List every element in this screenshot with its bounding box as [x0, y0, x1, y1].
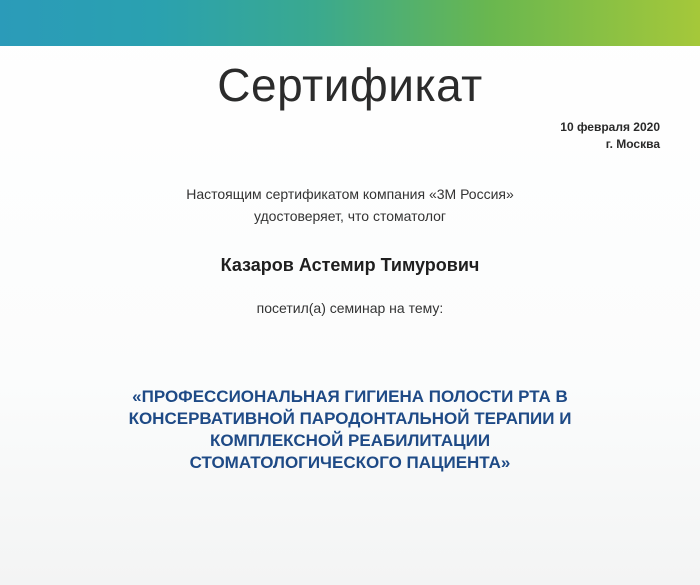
date-location-block [560, 119, 660, 153]
certificate-date: 10 февраля 2020 [560, 120, 660, 134]
topic-line-1: «ПРОФЕССИОНАЛЬНАЯ ГИГИЕНА ПОЛОСТИ РТА В [132, 387, 568, 406]
attended-text: посетил(а) семинар на тему: [256, 300, 444, 316]
intro-line-1: Настоящим сертификатом компания «3М Россия» [186, 186, 514, 202]
topic-line-4: СТОМАТОЛОГИЧЕСКОГО ПАЦИЕНТА» [189, 453, 511, 472]
topic-line-2: КОНСЕРВАТИВНОЙ ПАРОДОНТАЛЬНОЙ ТЕРАПИИ И [128, 409, 572, 428]
seminar-topic [20, 386, 680, 474]
certificate-title: Сертификат [217, 59, 483, 111]
intro-line-2: удостоверяет, что стоматолог [253, 208, 447, 224]
recipient-name: Казаров Астемир Тимурович [220, 255, 480, 275]
topic-line-3: КОМПЛЕКСНОЙ РЕАБИЛИТАЦИИ [209, 431, 491, 450]
intro-text [0, 183, 700, 227]
certificate-city: г. Москва [605, 137, 660, 151]
gradient-header-band [0, 0, 700, 46]
